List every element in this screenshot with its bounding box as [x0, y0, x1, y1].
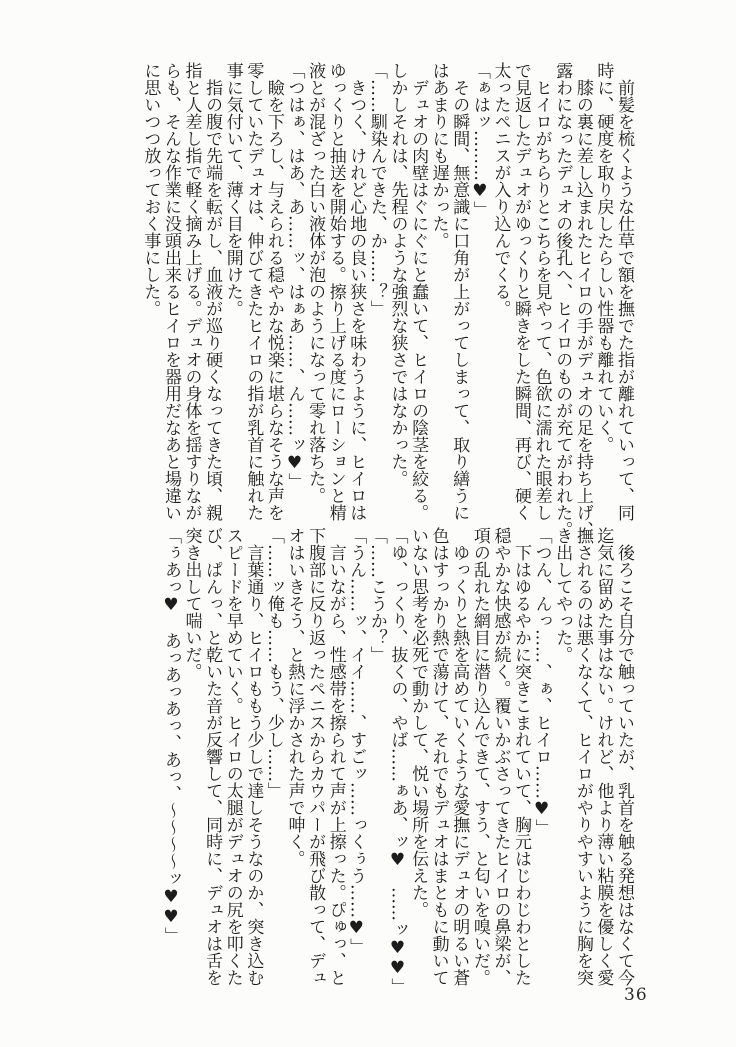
text-column: はあまりにも遅かった。 — [428, 62, 449, 249]
text-column: 前髪を梳くような仕草で額を撫でた指が離れていって、同 — [614, 62, 634, 521]
text-column: しかしそれは、先程のような強烈な狭さではなかった。 — [387, 62, 408, 487]
text-column: に思いつつ放っておく事にした。 — [140, 62, 161, 317]
text-column: び、ぱんっ、と乾いた音が反響して、同時に、デュオは舌を — [202, 527, 223, 986]
text-column: 「ゆ、っくり、抜くの、やば……ぁあ、ッ♥ ……ッ♥♥」 — [387, 527, 408, 995]
text-column: 時に、硬度を取り戻したらしい性器も離れていく。 — [593, 62, 614, 453]
text-column: 突き出して喘いだ。 — [181, 527, 202, 680]
text-column: 指の腹で先端を転がし、血液が巡り硬くなってきた頃、親 — [202, 62, 223, 521]
text-column: 指と人差し指で軽く摘み上げる。デュオの身体を揺すりなが — [181, 62, 202, 521]
text-column: 言いながら、性感帯を擦られて声が上擦った。ぴゅっ、と — [325, 527, 346, 986]
text-column: 「つん、んっ……、ぁ、ヒイロ……♥」 — [531, 527, 552, 836]
text-column: 「……馴染んできた、か……？」 — [366, 62, 387, 317]
text-column: デュオの肉壁はぐにぐにと蠢いて、ヒイロの陰茎を絞る。 — [408, 62, 429, 521]
text-column: 「つはぁ、はあ、あ……ッ、はぁあ……、ん……ッ♥」 — [284, 62, 305, 490]
text-column: 露わになったデュオの後孔へ、ヒイロのものが充てがわれた。 — [552, 62, 573, 538]
text-column: いない思考を必死で動かして、悦い場所を伝えた。 — [408, 527, 429, 918]
text-column: 「うん……ッ、イイ……、すごッ……っくぅう……♥」 — [346, 527, 367, 955]
text-block-top — [140, 62, 634, 538]
text-column: で見返したデュオがゆっくりと瞬きをした瞬間、再び、硬く — [511, 62, 532, 521]
text-column: 零していたデュオは、伸びてきたヒイロの指が乳首に触れた — [243, 62, 264, 521]
text-column: 「……こうか？」 — [366, 527, 387, 663]
text-column: ヒイロがちらりとこちらを見やって、色欲に濡れた眼差し — [531, 62, 552, 521]
text-column: 液とが混ざった白い液体が泡のようになって零れ落ちた。 — [305, 62, 326, 504]
text-column: き出してやった。 — [552, 527, 573, 663]
text-column: 撫されるのは悪くなくて、ヒイロがやりやすいように胸を突 — [572, 527, 593, 986]
text-column: ゆっくりと抽送を開始する。擦り上げる度にローションと精 — [325, 62, 346, 521]
text-column: 瞼を下ろし、与えられる穏やかな悦楽に堪らなそうな声を — [263, 62, 284, 521]
text-column: 「ぁはッ………♥」 — [469, 62, 490, 218]
text-column: 事に気付いて、薄く目を開けた。 — [222, 62, 243, 317]
text-column: 穏やかな快感が続く。覆いかぶさってきたヒイロの鼻梁が、 — [490, 527, 511, 986]
text-column: 言葉通り、ヒイロももう少しで達しそうなのか、突き込む — [243, 527, 264, 986]
text-column: その瞬間、無意識に口角が上がってしまって、取り繕うに — [449, 62, 470, 521]
text-column: スピードを早めていく。ヒイロの太腿がデュオの尻を叩くた — [222, 527, 243, 986]
text-column: 太ったペニスが入り込んでくる。 — [490, 62, 511, 317]
text-column: 迄気に留めた事はない。けれど、他より薄い粘膜を優しく愛 — [593, 527, 614, 986]
text-column: 後ろこそ自分で触っていたが、乳首を触る発想はなくて今 — [614, 527, 634, 986]
text-column: 下はゆるやかに突きこまれていて、胸元はじわじわとした — [511, 527, 532, 986]
text-column: オはいきそう、と熱に浮かされた声で呻く。 — [284, 527, 305, 867]
text-column: ゆっくりと熱を高めていくような愛撫にデュオの明るい蒼 — [449, 527, 470, 986]
text-column: 膝の裏に差し込まれたヒイロの手がデュオの足を持ち上げ、 — [572, 62, 593, 538]
text-column: 「……ッ俺も……もう、少し……」 — [263, 527, 284, 799]
text-column: 下腹部に反り返ったペニスからカウパーが飛び散って、デュ — [305, 527, 326, 986]
text-column: きつく、けれど心地の良い狭さを味わうように、ヒイロは — [346, 62, 367, 521]
text-column: らも、そんな作業に没頭出来るヒイロを器用だなあと場違い — [160, 62, 181, 521]
text-column: 項の乱れた網目に潜り込んできて、すう、と匂いを嗅いだ。 — [469, 527, 490, 986]
text-block-bottom — [160, 527, 634, 995]
text-column: 「ぅあっ♥ あっあっあっ、あっ、～～～～ッ♥♥」 — [160, 527, 181, 944]
text-column: 色はすっかり熱で蕩けて、それでもデュオはまともに動いて — [428, 527, 449, 986]
page-number: 36 — [624, 985, 648, 1005]
